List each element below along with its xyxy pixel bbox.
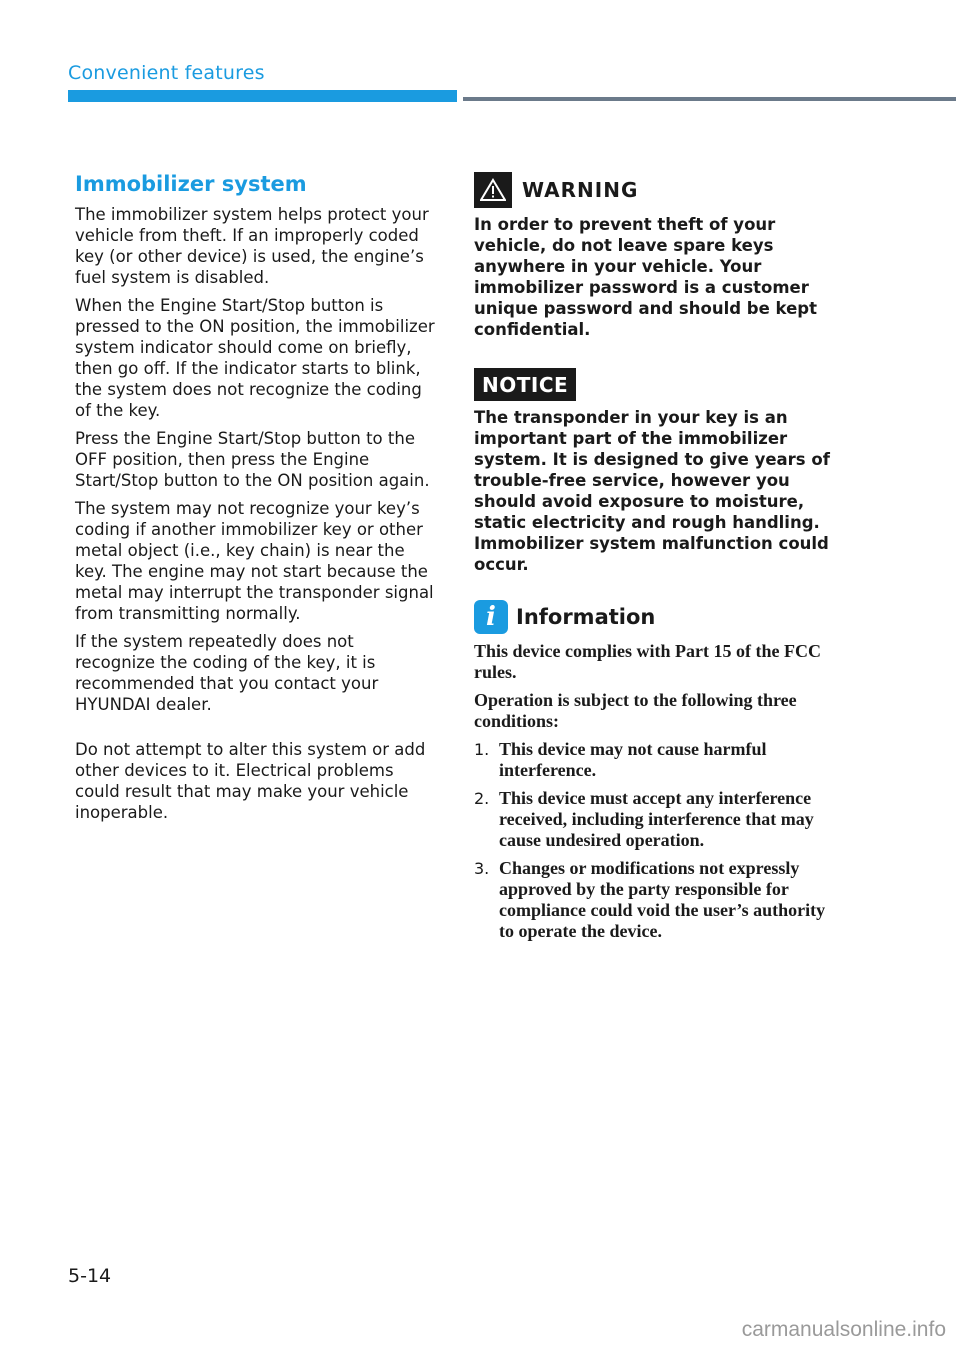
warning-text: In order to prevent theft of your vehicle, do not leave spare keys anywhere in your vehicle. Your immobilizer password is a customer unique password and should be kept confidential.	[474, 215, 817, 339]
list-text: This device may not cause harmful interference.	[499, 739, 767, 780]
information-intro: This device complies with Part 15 of the FCC rules.	[474, 641, 821, 682]
watermark: carmanualsonline.info	[741, 1318, 946, 1341]
paragraph: When the Engine Start/Stop button is pressed to the ON position, the immobilizer system indicator should come on briefly, then go off. If the indicator starts to blink, the system does not recognize the coding of the key.	[75, 296, 435, 420]
list-text: Changes or modifications not expressly approved by the party responsible for compliance could void the user’s authority to operate the device.	[499, 858, 826, 941]
paragraph: Do not attempt to alter this system or add other devices to it. Electrical problems could result that may make your vehicle inoperable.	[75, 740, 426, 822]
list-item	[474, 858, 844, 942]
notice-text: The transponder in your key is an important part of the immobilizer system. It is designed to give years of trouble-free service, however you should avoid exposure to moisture, static electricity and rough handling. Immobilizer system malfunction could occur.	[474, 408, 830, 574]
list-item	[474, 788, 844, 851]
list-text: This device must accept any interference received, including interference that may cause undesired operation.	[499, 788, 814, 850]
paragraph: The system may not recognize your key’s coding if another immobilizer key or other metal object (i.e., key chain) is near the key. The engine may not start because the metal may interrupt the transponder signal from transmitting normally.	[75, 499, 434, 623]
warning-title: WARNING	[522, 178, 639, 202]
paragraph: If the system repeatedly does not recognize the coding of the key, it is recommended that you contact your HYUNDAI dealer.	[75, 632, 379, 714]
notice-badge: NOTICE	[474, 368, 576, 401]
page-number: 5-14	[68, 1265, 112, 1287]
header-accent-bar	[68, 90, 457, 102]
information-title: Information	[516, 605, 656, 629]
conditions-list	[474, 739, 844, 942]
list-item	[474, 739, 844, 781]
paragraph: The immobilizer system helps protect your vehicle from theft. If an improperly coded key (or other device) is used, the engine’s fuel system is disabled.	[75, 205, 429, 287]
list-number: 3.	[474, 859, 490, 878]
right-column	[474, 172, 844, 949]
warning-triangle-icon	[474, 172, 512, 208]
information-header	[474, 599, 844, 635]
information-lead: Operation is subject to the following three conditions:	[474, 690, 797, 731]
section-header: Convenient features	[68, 62, 265, 84]
list-number: 1.	[474, 740, 490, 759]
left-column	[75, 172, 435, 830]
warning-header	[474, 172, 844, 208]
list-number: 2.	[474, 789, 490, 808]
information-icon: i	[474, 600, 508, 634]
section-title: Immobilizer system	[75, 172, 307, 196]
header-rule	[463, 97, 956, 101]
paragraph: Press the Engine Start/Stop button to the OFF position, then press the Engine Start/Stop button to the ON position again.	[75, 429, 430, 490]
